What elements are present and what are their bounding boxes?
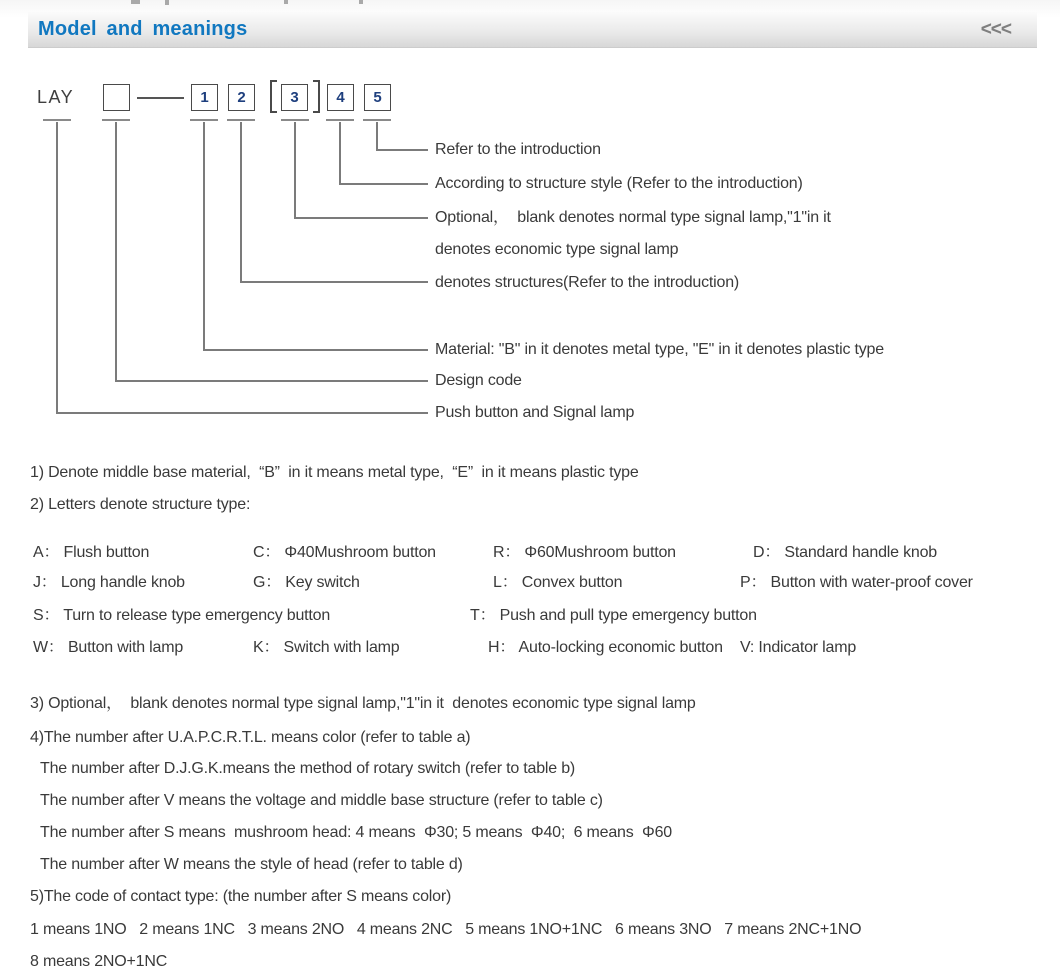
- note-5-codes: 1 means 1NO 2 means 1NC 3 means 2NO 4 means 2NC 5 means 1NO+1NC 6 means 3NO 7 means 2NC+1NO: [30, 921, 862, 938]
- note-4e: The number after W means the style of head (refer to table d): [40, 856, 463, 873]
- tick-line: [43, 119, 71, 121]
- structure-type-item: K： Switch with lamp: [253, 639, 400, 656]
- structure-type-item: P： Button with water-proof cover: [740, 574, 973, 591]
- structure-type-item: D： Standard handle knob: [753, 544, 937, 561]
- section-title: Model and meanings: [38, 18, 248, 40]
- note-2: 2) Letters denote structure type:: [30, 496, 251, 513]
- model-box-4: 4: [327, 84, 354, 111]
- connector-line: [56, 122, 58, 414]
- note-5-codes-cont: 8 means 2NO+1NC: [30, 953, 168, 970]
- connector-line: [203, 349, 428, 351]
- connector-line: [56, 412, 428, 414]
- connector-line: [203, 122, 205, 351]
- structure-type-item: W： Button with lamp: [33, 639, 184, 656]
- model-box-1: 1: [191, 84, 218, 111]
- connector-line: [294, 122, 296, 219]
- collapse-chevrons-icon[interactable]: <<<: [980, 18, 1011, 40]
- left-bracket: [270, 80, 277, 113]
- model-box-2: 2: [228, 84, 255, 111]
- note-5: 5)The code of contact type: (the number after S means color): [30, 888, 452, 905]
- tick-line: [190, 119, 218, 121]
- diagram-label-box3-line1: Optional， blank denotes normal type signal lamp,"1"in it: [435, 209, 831, 226]
- tick-line: [363, 119, 391, 121]
- structure-type-item: J： Long handle knob: [33, 574, 185, 591]
- connector-line: [339, 183, 428, 185]
- model-box-5: 5: [364, 84, 391, 111]
- note-4b: The number after D.J.G.K.means the method of rotary switch (refer to table b): [40, 760, 576, 777]
- model-box-3: 3: [281, 84, 308, 111]
- note-1: 1) Denote middle base material, “B” in it means metal type, “E” in it means plastic type: [30, 464, 639, 481]
- tick-line: [326, 119, 354, 121]
- model-dash-line: [137, 97, 184, 99]
- note-4: 4)The number after U.A.P.C.R.T.L. means color (refer to table a): [30, 729, 471, 746]
- structure-type-item: A： Flush button: [33, 544, 150, 561]
- connector-line: [376, 149, 428, 151]
- note-3: 3) Optional， blank denotes normal type signal lamp,"1"in it denotes economic type signal lamp: [30, 695, 696, 712]
- connector-line: [294, 217, 428, 219]
- diagram-label-design-code: Design code: [435, 372, 522, 389]
- structure-type-item: S： Turn to release type emergency button: [33, 607, 331, 624]
- tick-line: [281, 119, 309, 121]
- cropped-text-fragment: [359, 0, 363, 4]
- structure-type-item: C： Φ40Mushroom button: [253, 544, 436, 561]
- diagram-label-prefix: Push button and Signal lamp: [435, 404, 635, 421]
- model-prefix: LAY: [37, 87, 75, 107]
- structure-type-item: L： Convex button: [493, 574, 623, 591]
- tick-line: [227, 119, 255, 121]
- diagram-label-box3-line2: denotes economic type signal lamp: [435, 241, 679, 258]
- connector-line: [115, 122, 117, 382]
- structure-type-item: V: Indicator lamp: [740, 639, 857, 656]
- note-4d: The number after S means mushroom head: 4 means Φ30; 5 means Φ40; 6 means Φ60: [40, 824, 672, 841]
- structure-type-item: R： Φ60Mushroom button: [493, 544, 676, 561]
- diagram-label-box5: Refer to the introduction: [435, 141, 601, 158]
- cropped-text-fragment: [284, 0, 288, 4]
- structure-type-item: G： Key switch: [253, 574, 360, 591]
- structure-type-item: T： Push and pull type emergency button: [470, 607, 757, 624]
- connector-line: [339, 122, 341, 185]
- diagram-label-box4: According to structure style (Refer to the introduction): [435, 175, 803, 192]
- cropped-text-fragment: [131, 0, 140, 4]
- note-4c: The number after V means the voltage and middle base structure (refer to table c): [40, 792, 603, 809]
- model-box-blank: [103, 84, 130, 111]
- cropped-text-fragment: [165, 0, 169, 5]
- section-header: [28, 12, 1037, 48]
- connector-line: [376, 122, 378, 151]
- connector-line: [115, 380, 428, 382]
- connector-line: [240, 122, 242, 283]
- right-bracket: [313, 80, 320, 113]
- diagram-label-box2: denotes structures(Refer to the introduction): [435, 274, 740, 291]
- diagram-label-box1: Material: "B" in it denotes metal type, "E" in it denotes plastic type: [435, 341, 884, 358]
- connector-line: [240, 281, 428, 283]
- structure-type-item: H： Auto-locking economic button: [488, 639, 723, 656]
- tick-line: [102, 119, 130, 121]
